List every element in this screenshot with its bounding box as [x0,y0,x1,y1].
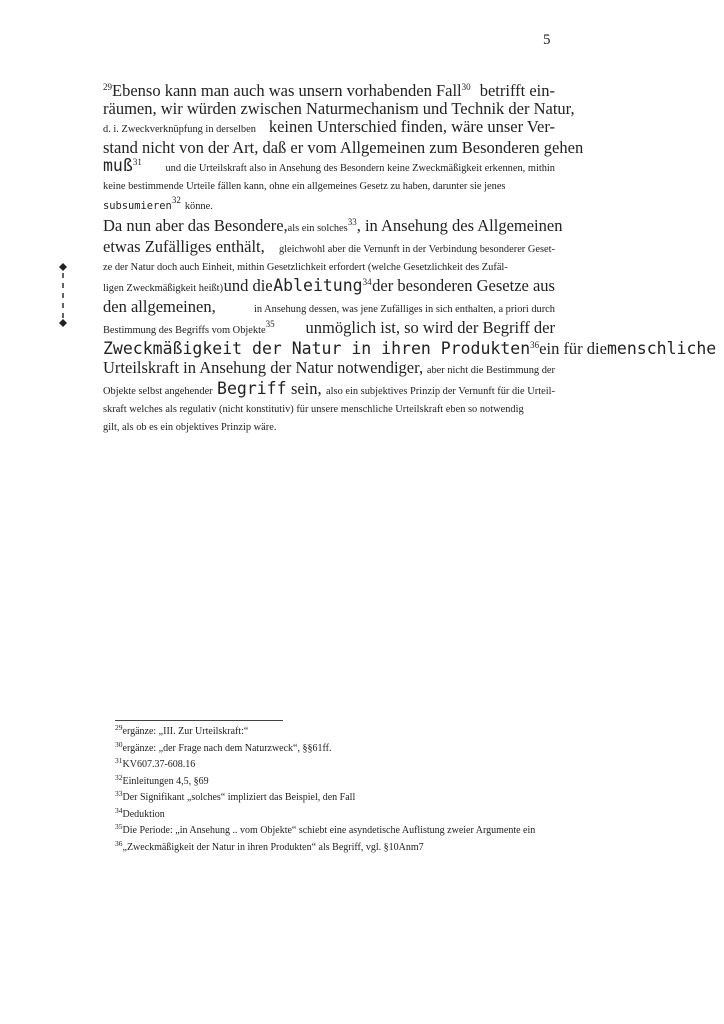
footnote-number: 30 [115,739,123,749]
text-run: ein für die [539,339,607,358]
text-line: räumen, wir würden zwischen Naturmechanism und Technik der Natur, [103,99,575,118]
term-monospace: Zweckmäßigkeit der Natur in ihren Produkten [103,339,531,358]
footnote [115,724,555,741]
text-run: und die Urteilskraft also in Ansehung des Besondern keine Zweckmäßigkeit erkennen, mithin [165,163,555,174]
text-run: Objekte selbst angehender [103,386,213,397]
footnote-text: KV607.37-608.16 [122,759,196,770]
text-run: etwas Zufälliges enthält, [103,237,265,256]
footnote-text: Die Periode: „in Ansehung .. vom Objekte“ schiebt eine asyndetische Auflistung zweier Argumente ein [122,825,536,836]
text-line [103,82,555,100]
footnote-number: 33 [115,789,123,798]
text-run: sein, [290,379,322,398]
text-line [103,339,717,359]
margin-marker-icon[interactable] [57,262,69,328]
text-run: keinen Unterschied finden, wäre unser Ver- [268,117,555,136]
footnote-text: „Zweckmäßigkeit der Natur in ihren Produkten“ als Begriff, vgl. §10Anm7 [122,841,424,853]
text-line [103,380,555,401]
footnote-ref[interactable]: 35 [265,319,275,329]
footnote-text: Der Signifikant „solches“ impliziert das Beispiel, den Fall [122,792,356,803]
text-run: den allgemeinen, [103,297,216,316]
text-line [103,238,555,259]
footnote [115,741,555,758]
text-run: könne. [184,201,213,212]
term-monospace: Ableitung [273,276,363,295]
footnote-number: 29 [115,723,123,732]
footnote-text: ergänze: „der Frage nach dem Naturzweck“, §§61ff. [122,742,332,754]
text-line [103,216,563,238]
footnote-number: 31 [115,756,123,765]
footnote-ref[interactable]: 30 [461,82,471,92]
text-line: ze der Natur doch auch Einheit, mithin Gesetzlichkeit erfordert (welche Gesetzlichkeit des Zufäl- [103,262,508,273]
footnote [115,840,555,857]
text-run: Ebenso kann man auch was unsern vorhabenden Fall [112,81,462,100]
text-line: skraft welches als regulativ (nicht konstitutiv) für unsere menschliche Urteilskraft eben so notwendig [103,404,524,415]
text-line: gilt, als ob es ein objektives Prinzip wäre. [103,422,277,433]
text-run: Da nun aber das Besondere, [103,216,288,235]
text-run: Bestimmung des Begriffs vom Objekte [103,325,266,336]
footnote [115,807,555,824]
term-monospace: muß [103,156,133,175]
text-line [103,298,555,319]
text-run: , in Ansehung des Allgemeinen [356,216,563,235]
text-line [103,118,555,139]
footnote-text: Deduktion [122,808,165,820]
text-run: ligen Zweckmäßigkeit heißt) [103,283,224,294]
text-line [103,359,555,380]
text-line: stand nicht von der Art, daß er vom Allgemeinen zum Besonderen gehen [103,138,584,157]
text-run: d. i. Zweckverknüpfung in derselben [103,124,256,135]
text-run: gleichwohl aber die Vernunft in der Verbindung besonderer Geset- [278,244,555,255]
text-line [103,157,555,178]
text-run: also ein subjektives Prinzip der Vernunft für die Urteil- [326,386,555,397]
text-run: in Ansehung dessen, was jene Zufälliges in sich enthalten, a priori durch [254,304,555,315]
footnote-ref[interactable]: 31 [132,157,142,167]
footnotes [115,724,555,856]
text-line [103,196,555,216]
term-monospace: menschliche [606,339,717,358]
text-run: Urteilskraft in Ansehung der Natur notwendiger, [103,358,424,377]
footnote-ref[interactable]: 33 [347,217,357,227]
text-run: unmöglich ist, so wird der Begriff der [305,318,555,337]
term-monospace: subsumieren [103,200,172,212]
footnote-ref[interactable]: 32 [171,195,181,205]
footnote-text: ergänze: „III. Zur Urteilskraft:“ [122,726,249,737]
text-line: keine bestimmende Urteile fällen kann, ohne ein allgemeines Gesetz zu haben, darunter sie jenes [103,181,506,192]
footnote [115,757,555,774]
page-number: 5 [543,32,551,48]
text-line [103,319,555,340]
footnote-ref[interactable]: 34 [362,277,372,287]
text-run: der besonderen Gesetze aus [372,276,555,295]
footnote-text: Einleitungen 4,5, §69 [122,775,209,787]
footnote [115,823,555,840]
footnote-number: 34 [115,805,123,815]
text-run: und die [223,276,273,295]
text-line [103,277,555,298]
text-run: aber nicht die Bestimmung der [426,365,555,376]
footnote-divider [115,720,283,721]
term-monospace: Begriff [217,379,287,398]
footnote [115,774,555,791]
main-text [103,81,717,437]
text-run: als ein solches [287,223,348,234]
footnote [115,790,555,807]
footnote-number: 35 [115,822,123,831]
footnote-ref[interactable]: 36 [530,340,540,350]
footnote-number: 32 [115,772,123,782]
text-run: betrifft ein- [479,81,555,100]
footnote-ref[interactable]: 29 [103,82,112,92]
footnote-number: 36 [115,838,123,848]
